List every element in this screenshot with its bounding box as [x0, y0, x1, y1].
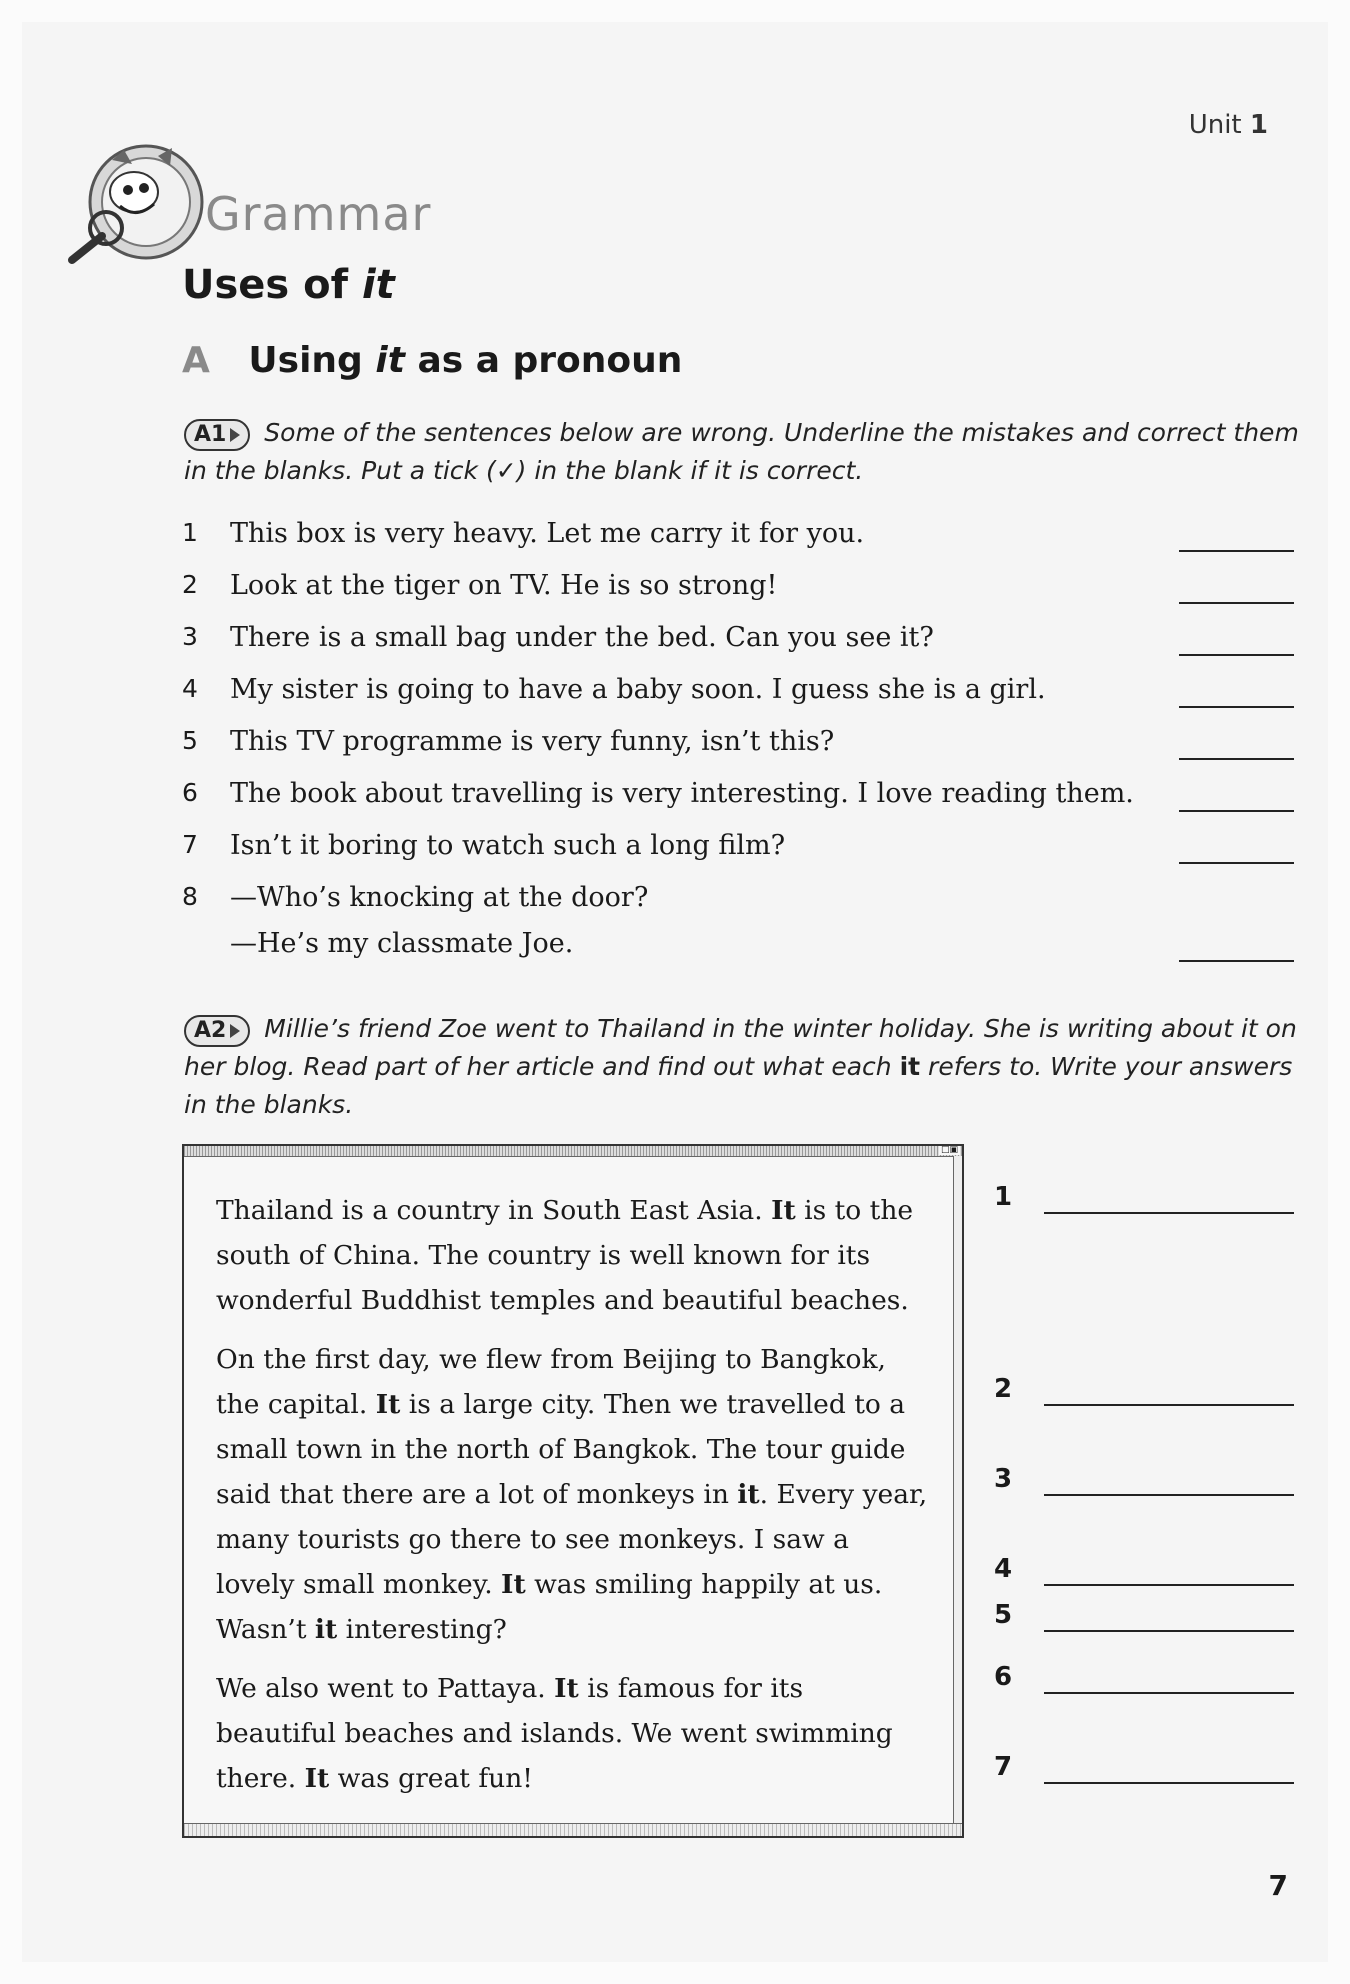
window-status-bar — [184, 1823, 962, 1836]
answer-blank[interactable] — [1044, 1630, 1294, 1632]
article-text: We also went to Pattaya. — [216, 1673, 555, 1704]
exercise-a2-instruction-bold: it — [899, 1052, 921, 1081]
item-sentence: The book about travelling is very interesting. I love reading them. — [230, 778, 1134, 809]
exercise-a1-instruction — [184, 414, 1314, 490]
item-sentence: Look at the tiger on TV. He is so strong! — [230, 570, 778, 601]
item-number: 6 — [182, 778, 198, 807]
answer-number: 7 — [994, 1752, 1013, 1782]
article-text: . Every year, many tourists go there to see monkeys. I saw a lovely small monkey. — [216, 1479, 928, 1600]
section-a-heading — [182, 340, 682, 381]
answer-blank[interactable] — [1044, 1692, 1294, 1694]
exercise-a1-badge — [184, 419, 250, 451]
exercise-a2-answers — [994, 1182, 1314, 1832]
section-letter: A — [182, 340, 210, 381]
exercise-a2-badge — [184, 1015, 250, 1047]
item-sentence: This TV programme is very funny, isn’t this? — [230, 726, 835, 757]
page-title-text: Uses of — [182, 262, 362, 308]
answer-blank[interactable] — [1044, 1782, 1294, 1784]
answer-blank[interactable] — [1179, 810, 1294, 812]
article-paragraph — [216, 1337, 931, 1652]
article-text: is a large city. Then we travelled to a small town in the north of Bangkok. The tour guide said that there are a lot of monkeys in — [216, 1389, 906, 1510]
exercise-a1-badge-label: A1 — [194, 422, 227, 447]
answer-blank[interactable] — [1044, 1584, 1294, 1586]
it-word: it — [737, 1479, 760, 1510]
page-number: 7 — [1268, 1869, 1288, 1902]
exercise-a1-item — [182, 722, 1312, 774]
worksheet-page — [22, 22, 1328, 1962]
exercise-a2-instruction-text-2: refers to. Write your answers in the blanks. — [184, 1052, 1293, 1119]
it-word: It — [304, 1763, 330, 1794]
it-word: it — [314, 1614, 338, 1645]
page-title-italic: it — [361, 262, 395, 308]
answer-blank[interactable] — [1179, 706, 1294, 708]
item-number: 7 — [182, 830, 198, 859]
answer-blank[interactable] — [1179, 550, 1294, 552]
unit-label — [1189, 110, 1268, 140]
exercise-a1-item — [182, 774, 1312, 826]
article-text: On the first day, we flew from Beijing to Bangkok, the capital. — [216, 1344, 886, 1420]
answer-blank[interactable] — [1044, 1212, 1294, 1214]
article-text: interesting? — [337, 1614, 507, 1645]
exercise-a1-item — [182, 514, 1312, 566]
section-a-text-before: Using — [248, 340, 376, 381]
exercise-a1-item — [182, 826, 1312, 878]
unit-label-text: Unit — [1188, 110, 1242, 140]
answer-number: 5 — [994, 1600, 1013, 1630]
exercise-a1-item — [182, 566, 1312, 618]
item-sentence: This box is very heavy. Let me carry it for you. — [230, 518, 865, 549]
blog-window — [182, 1144, 964, 1838]
mascot-magnifier-icon — [62, 140, 207, 270]
page-title — [182, 262, 395, 308]
article-text: is famous for its beautiful beaches and islands. We went swimming there. — [216, 1673, 893, 1794]
exercise-a1-item — [182, 670, 1312, 722]
answer-blank[interactable] — [1179, 862, 1294, 864]
window-scrollbar[interactable] — [953, 1156, 962, 1824]
article-text: is to the south of China. The country is well known for its wonderful Buddhist temples and beautiful beaches. — [216, 1195, 914, 1316]
window-buttons-icon: □▣ — [940, 1145, 958, 1155]
exercise-a2-badge-label: A2 — [194, 1018, 227, 1043]
exercise-a2-instruction-text: Millie’s friend Zoe went to Thailand in the winter holiday. She is writing about it on her blog. Read part of her article and find out what each — [184, 1014, 1297, 1081]
answer-blank[interactable] — [1044, 1494, 1294, 1496]
blog-article — [216, 1188, 931, 1815]
exercise-a1-item — [182, 618, 1312, 670]
item-sentence: Isn’t it boring to watch such a long film? — [230, 830, 786, 861]
item-number: 5 — [182, 726, 198, 755]
grammar-banner: Grammar — [205, 187, 432, 241]
item-sentence-reply: —He’s my classmate Joe. — [230, 928, 574, 959]
item-sentence: —Who’s knocking at the door? — [230, 882, 649, 913]
unit-number: 1 — [1249, 110, 1268, 140]
exercise-a1-item — [182, 878, 1312, 976]
article-paragraph — [216, 1188, 931, 1323]
answer-number: 4 — [994, 1554, 1013, 1584]
it-word: It — [771, 1195, 796, 1226]
answer-number: 6 — [994, 1662, 1013, 1692]
item-number: 4 — [182, 674, 198, 703]
article-text: Thailand is a country in South East Asia. — [216, 1195, 772, 1226]
answer-number: 2 — [994, 1374, 1013, 1404]
it-word: It — [501, 1569, 526, 1600]
exercise-a1-instruction-text: Some of the sentences below are wrong. Underline the mistakes and correct them in the blanks. Put a tick (✓) in the blank if it is correct. — [184, 418, 1299, 485]
it-word: It — [554, 1673, 579, 1704]
window-title-bar — [184, 1146, 962, 1157]
section-a-text-after: as a pronoun — [404, 340, 683, 381]
item-sentence: My sister is going to have a baby soon. I guess she is a girl. — [230, 674, 1046, 705]
item-sentence: There is a small bag under the bed. Can you see it? — [230, 622, 934, 653]
it-word: It — [375, 1389, 401, 1420]
article-paragraph — [216, 1666, 931, 1801]
item-number: 2 — [182, 570, 198, 599]
answer-blank[interactable] — [1179, 960, 1294, 962]
answer-number: 1 — [994, 1182, 1013, 1212]
play-arrow-icon — [230, 1024, 240, 1038]
play-arrow-icon — [230, 428, 240, 442]
article-text: was great fun! — [329, 1763, 533, 1794]
answer-blank[interactable] — [1179, 758, 1294, 760]
exercise-a2-instruction — [184, 1010, 1314, 1124]
item-number: 3 — [182, 622, 198, 651]
item-number: 1 — [182, 518, 198, 547]
section-a-text-italic: it — [375, 340, 405, 381]
answer-number: 3 — [994, 1464, 1013, 1494]
answer-blank[interactable] — [1179, 654, 1294, 656]
answer-blank[interactable] — [1044, 1404, 1294, 1406]
exercise-a1-list — [182, 514, 1312, 976]
item-number: 8 — [182, 882, 198, 911]
answer-blank[interactable] — [1179, 602, 1294, 604]
article-text: was smiling happily at us. Wasn’t — [216, 1569, 883, 1645]
